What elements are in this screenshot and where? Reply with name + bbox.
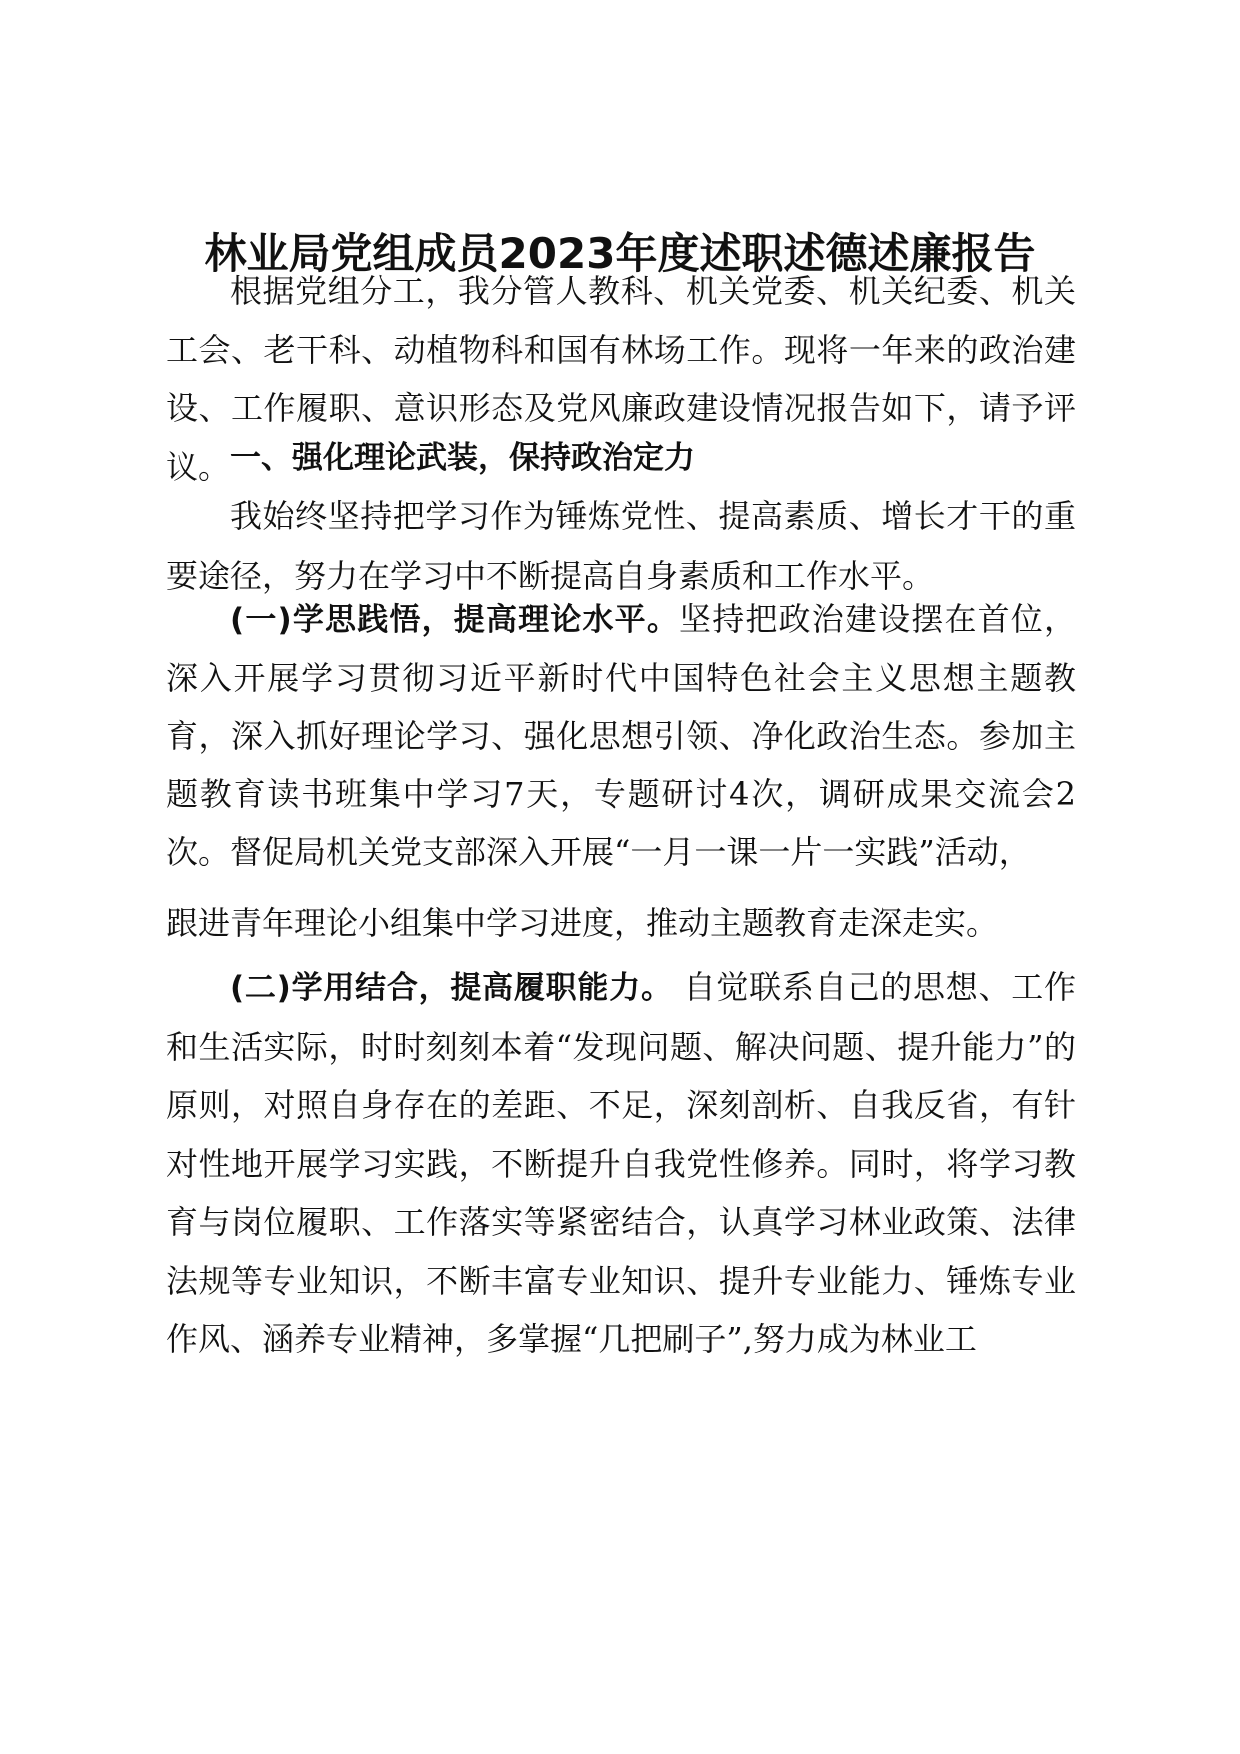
subsection-1-continuation: 跟进青年理论小组集中学习进度，推动主题教育走深走实。	[166, 904, 999, 942]
subsection-1-lead: (一)学思践悟，提高理论水平。	[230, 602, 680, 638]
subsection-1-paragraph	[166, 590, 1076, 881]
section-1-heading: 一、强化理论武装，保持政治定力	[230, 440, 695, 476]
section-1-intro-paragraph: 我始终坚持把学习作为锤炼党性、提高素质、增长才干的重要途径，努力在学习中不断提高自身素质和工作水平。	[166, 497, 1076, 595]
subsection-2-body: 自觉联系自己的思想、工作和生活实际，时时刻刻本着“发现问题、解决问题、提升能力”的原则，对照自身存在的差距、不足，深刻剖析、自我反省，有针对性地开展学习实践，不断提升自我党性修养。同时，将学习教育与岗位履职、工作落实等紧密结合，认真学习林业政策、法律法规等专业知识，不断丰富专业知识、提升专业能力、锤炼专业作风、涵养专业精神，多掌握“几把刷子”,努力成为林业工	[166, 968, 1076, 1358]
subsection-2-lead: (二)学用结合，提高履职能力。	[230, 970, 673, 1006]
subsection-1-body: 坚持把政治建设摆在首位，深入开展学习贯彻习近平新时代中国特色社会主义思想主题教育，深入抓好理论学习、强化思想引领、净化政治生态。参加主题教育读书班集中学习7天，专题研讨4次，调研成果交流会2 次。督促局机关党支部深入开展“一月一课一片一实践”活动，	[166, 600, 1076, 871]
intro-paragraph: 根据党组分工，我分管人教科、机关党委、机关纪委、机关工会、老干科、动植物科和国有林场工作。现将一年来的政治建设、工作履职、意识形态及党风廉政建设情况报告如下，请予评议。	[166, 272, 1076, 486]
document-title: 林业局党组成员2023年度述职述德述廉报告	[204, 229, 1036, 278]
subsection-2-paragraph	[166, 958, 1076, 1369]
